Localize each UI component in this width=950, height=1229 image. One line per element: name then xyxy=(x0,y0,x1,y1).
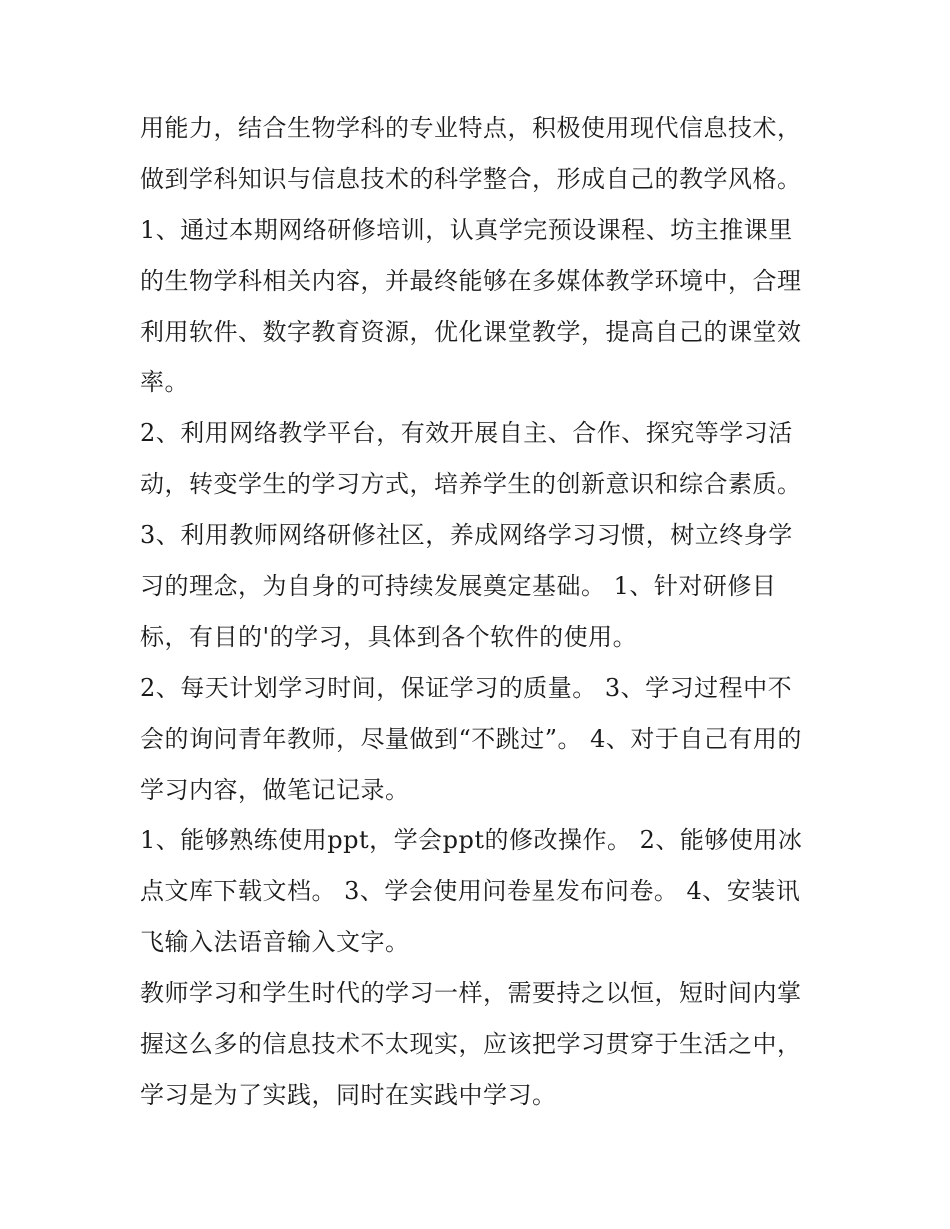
text-line: 2、每天计划学习时间，保证学习的质量。 3、学习过程中不 xyxy=(140,673,793,702)
text-line: 1、能够熟练使用ppt，学会ppt的修改操作。 2、能够使用冰 xyxy=(140,826,803,855)
text-line: 飞输入法语音输入文字。 xyxy=(140,928,410,957)
text-line: 教师学习和学生时代的学习一样，需要持之以恒，短时间内掌 xyxy=(140,979,802,1008)
text-line: 的生物学科相关内容，并最终能够在多媒体教学环境中，合理 xyxy=(140,266,802,295)
text-line: 习的理念，为自身的可持续发展奠定基础。 1、针对研修目 xyxy=(140,572,777,601)
text-line: 2、利用网络教学平台，有效开展自主、合作、探究等学习活 xyxy=(140,419,793,448)
text-line: 率。 xyxy=(140,368,189,397)
text-line: 点文库下载文档。 3、学会使用问卷星发布问卷。 4、安装讯 xyxy=(140,877,801,906)
document-body xyxy=(140,103,820,1121)
text-line: 利用软件、数字教育资源，优化课堂教学，提高自己的课堂效 xyxy=(140,317,802,346)
text-line: 用能力，结合生物学科的专业特点，积极使用现代信息技术， xyxy=(140,114,802,142)
text-line: 学习内容，做笔记记录。 xyxy=(140,775,410,804)
text-line: 3、利用教师网络研修社区，养成网络学习习惯，树立终身学 xyxy=(140,521,793,550)
text-line: 动，转变学生的学习方式，培养学生的创新意识和综合素质。 xyxy=(140,470,802,499)
text-line: 1、通过本期网络研修培训，认真学完预设课程、坊主推课里 xyxy=(140,215,793,244)
text-line: 学习是为了实践，同时在实践中学习。 xyxy=(140,1080,557,1109)
text-line: 标，有目的'的学习，具体到各个软件的使用。 xyxy=(140,622,638,651)
text-line: 握这么多的信息技术不太现实，应该把学习贯穿于生活之中， xyxy=(140,1030,802,1059)
text-line: 会的询问青年教师，尽量做到“不跳过”。 4、对于自己有用的 xyxy=(140,724,802,753)
text-line: 做到学科知识与信息技术的科学整合，形成自己的教学风格。 xyxy=(140,164,802,193)
